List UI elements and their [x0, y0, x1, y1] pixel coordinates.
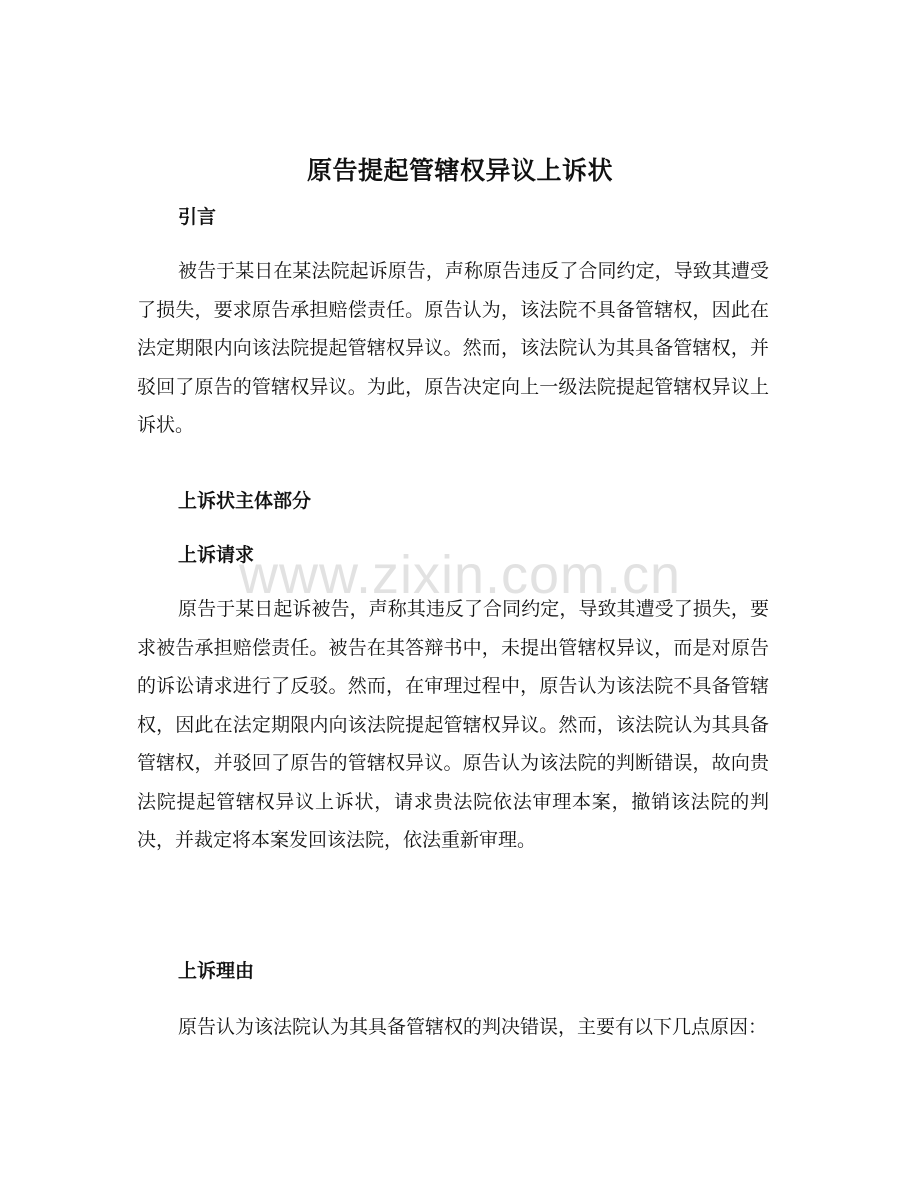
watermark-text: www.zixin.com.cn	[238, 545, 682, 605]
appeal-request-heading: 上诉请求	[178, 544, 255, 566]
main-section-heading: 上诉状主体部分	[178, 490, 312, 512]
appeal-request-paragraph: 原告于某日起诉被告，声称其违反了合同约定，导致其遭受了损失，要求被告承担赔偿责任。被告在其答辩书中，未提出管辖权异议，而是对原告的诉讼请求进行了反驳。然而，在审理过程中，原告认为该法院不具备管辖权，因此在法定期限内向该法院提起管辖权异议。然而，该法院认为其具备管辖权，并驳回了原告的管辖权异议。原告认为该法院的判断错误，故向贵法院提起管辖权异议上诉状，请求贵法院依法审理本案，撤销该法院的判决，并裁定将本案发回该法院，依法重新审理。	[137, 598, 769, 851]
document-title: 原告提起管辖权异议上诉状	[306, 156, 613, 185]
appeal-reasons-heading: 上诉理由	[178, 960, 255, 982]
intro-paragraph: 被告于某日在某法院起诉原告，声称原告违反了合同约定，导致其遭受了损失，要求原告承担赔偿责任。原告认为，该法院不具备管辖权，因此在法定期限内向该法院提起管辖权异议。然而，该法院认为其具备管辖权，并驳回了原告的管辖权异议。为此，原告决定向上一级法院提起管辖权异议上诉状。	[137, 260, 769, 436]
appeal-reasons-paragraph: 原告认为该法院认为其具备管辖权的判决错误，主要有以下几点原因：	[178, 1016, 768, 1038]
intro-heading: 引言	[178, 206, 217, 228]
